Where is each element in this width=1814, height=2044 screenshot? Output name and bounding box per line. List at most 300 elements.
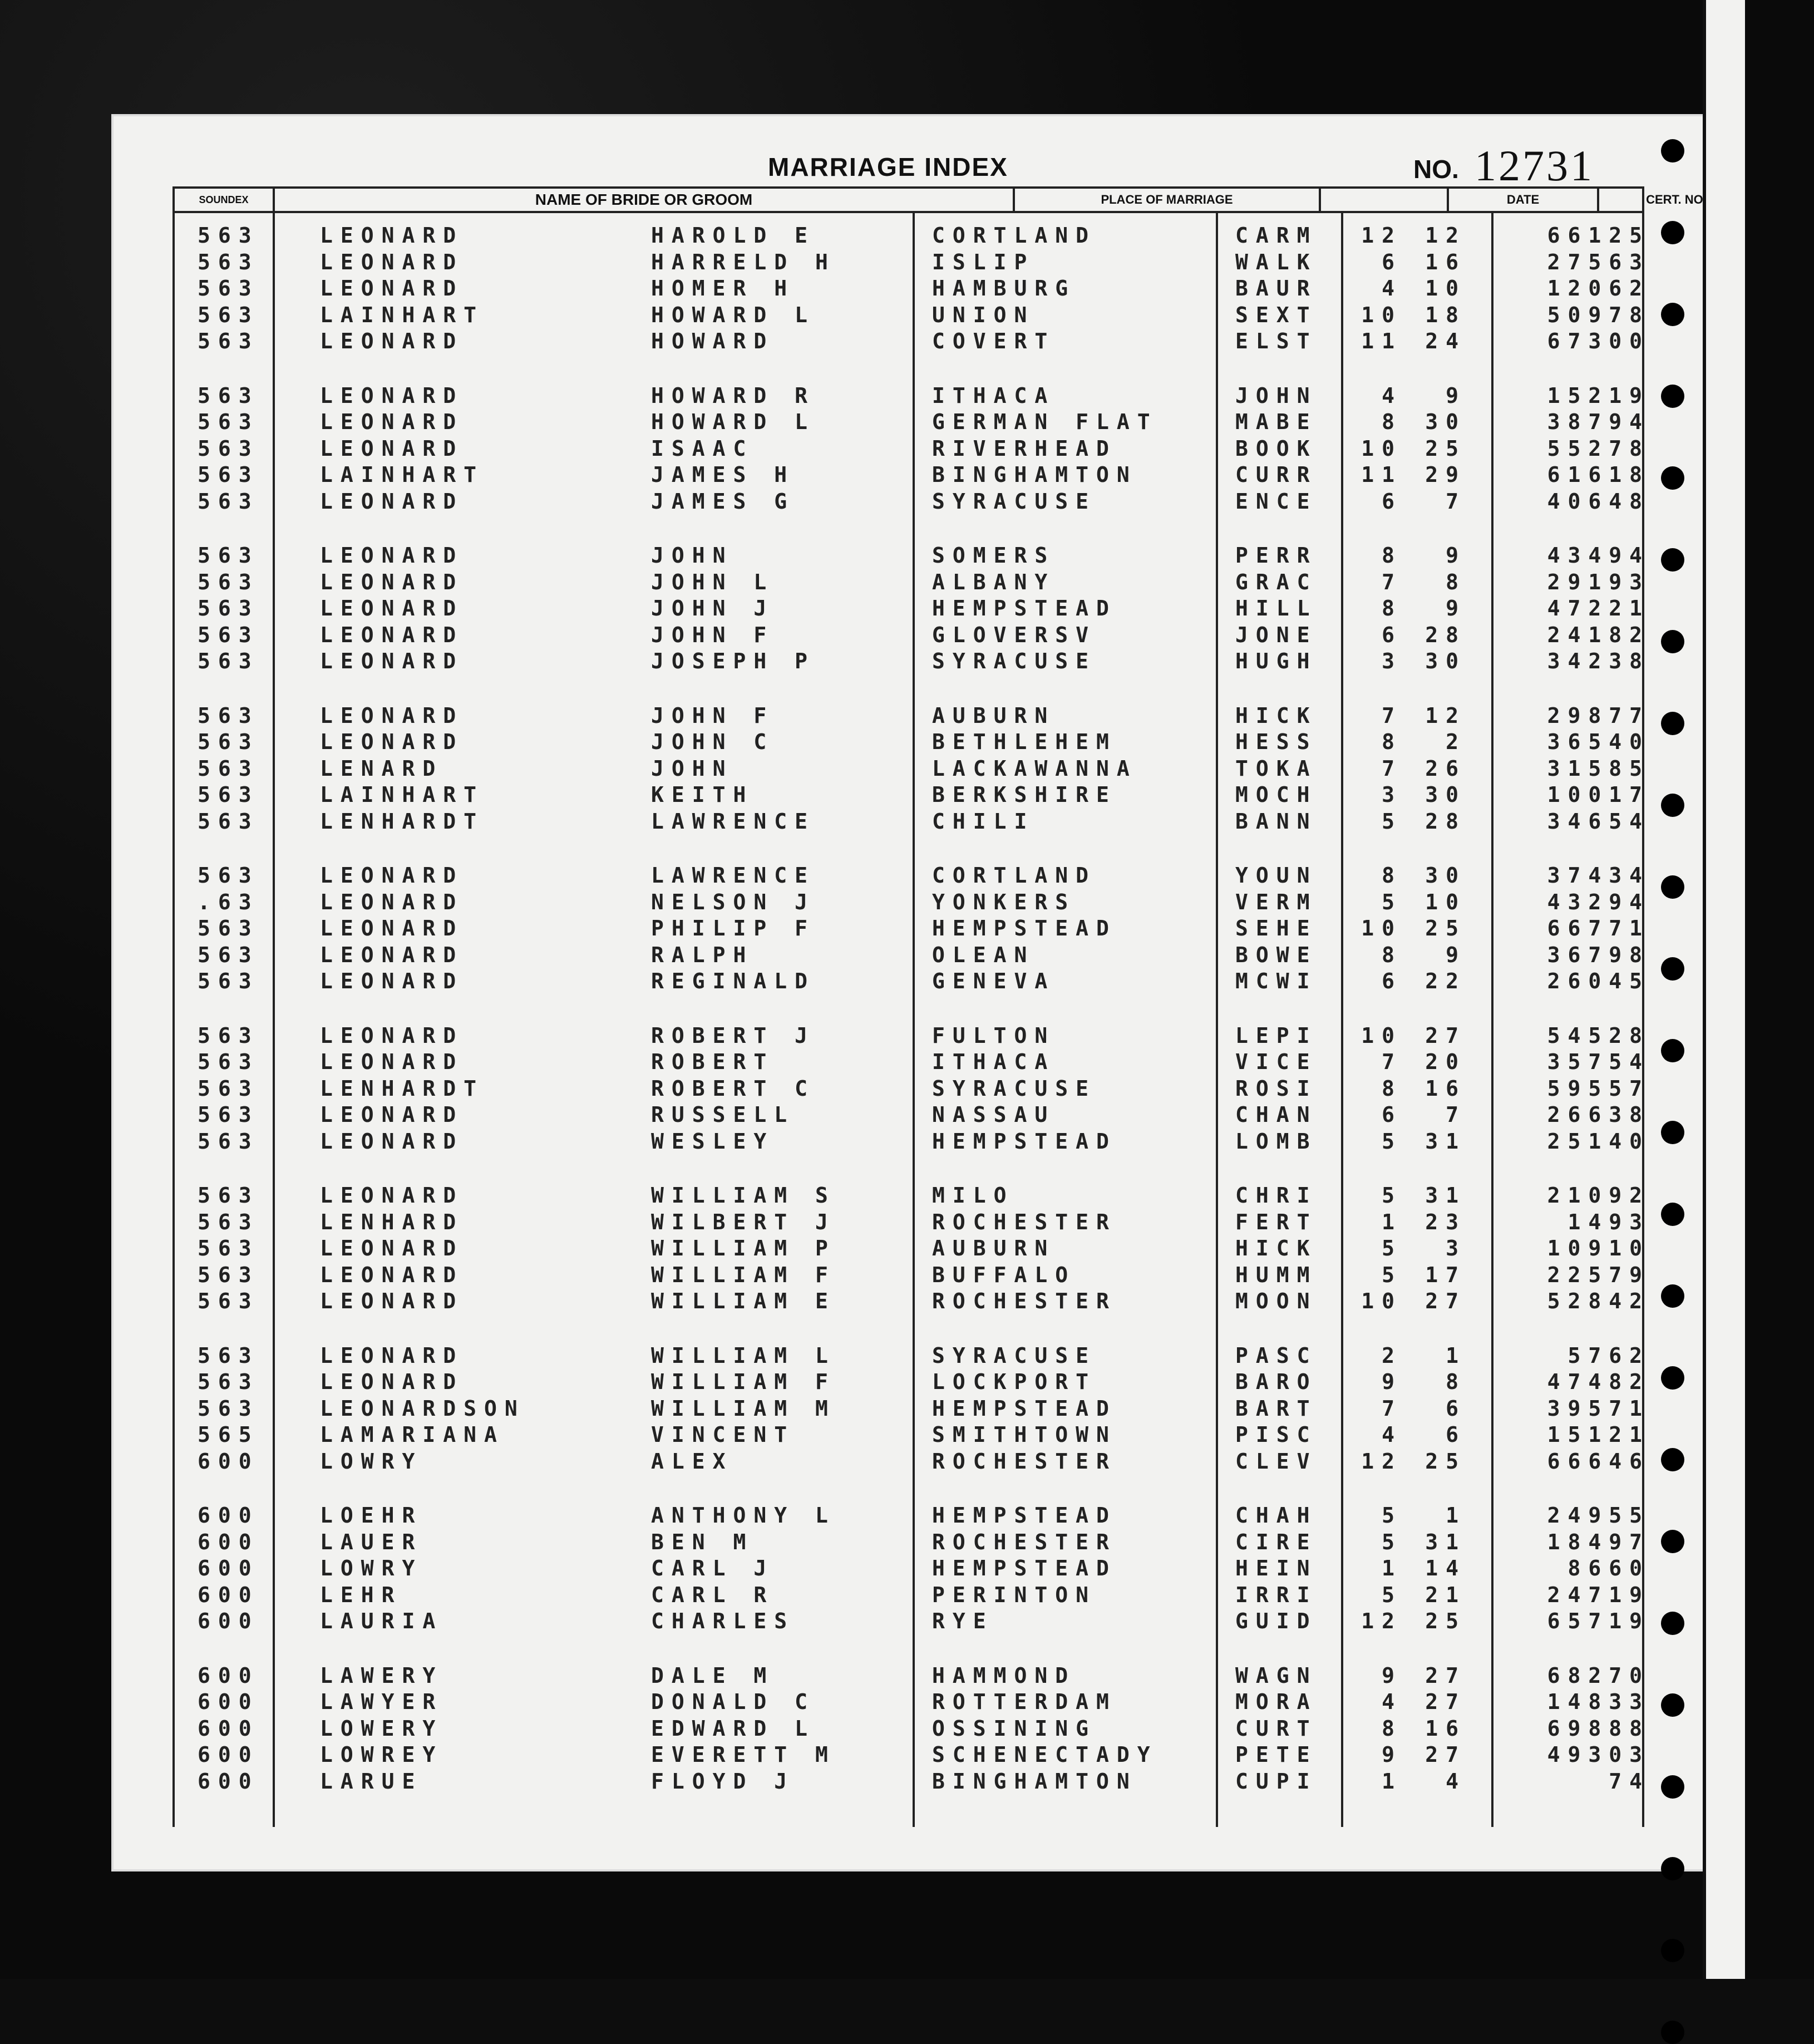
certificate-number: 10017 [1547,782,1650,807]
given-name: ROBERT [651,1050,775,1074]
table-row [172,1503,1650,1529]
date-month: 5 [1382,809,1402,834]
officiant-code: ELST [1235,329,1318,353]
table-row [172,1049,1650,1076]
certificate-number: 12062 [1547,276,1650,301]
date-month: 4 [1382,276,1402,301]
given-name: CARL R [651,1582,775,1607]
soundex-code: 600 [198,1582,259,1607]
entry-group [172,1183,1650,1315]
place-of-marriage: AUBURN [932,703,1056,728]
table-row [172,223,1650,249]
sprocket-hole [1661,1284,1684,1308]
soundex-code: 600 [198,1503,259,1528]
certificate-number: 34238 [1547,649,1650,673]
certificate-number: 43494 [1547,543,1650,568]
place-of-marriage: ITHACA [932,1050,1056,1074]
soundex-code: 563 [198,730,259,754]
date-month: 5 [1382,1582,1402,1607]
date-month: 7 [1382,703,1402,728]
soundex-code: 563 [198,543,259,568]
place-of-marriage: AUBURN [932,1236,1056,1260]
certificate-number: 39571 [1547,1396,1650,1421]
officiant-code: YOUN [1235,863,1318,888]
given-name: HOWARD L [651,410,816,434]
table-row [172,1235,1650,1262]
soundex-code: 563 [198,863,259,888]
given-name: WILBERT J [651,1209,836,1234]
given-name: JOHN [651,543,733,568]
soundex-code: 600 [198,1449,259,1474]
surname: LEONARD [320,543,464,568]
date-month: 7 [1382,1050,1402,1074]
given-name: CHARLES [651,1609,795,1633]
place-of-marriage: BINGHAMTON [932,462,1137,487]
place-of-marriage: OLEAN [932,942,1035,967]
given-name: WILLIAM F [651,1262,836,1287]
officiant-code: MOCH [1235,782,1318,807]
given-name: WILLIAM E [651,1289,836,1313]
table-row [172,756,1650,782]
certificate-number: 27563 [1547,249,1650,274]
certificate-number: 66771 [1547,916,1650,940]
sprocket-hole [1661,385,1684,408]
given-name: PHILIP F [651,916,816,940]
sprocket-hole [1661,1121,1684,1144]
place-of-marriage: SYRACUSE [932,1343,1097,1368]
surname: LEONARD [320,223,464,248]
surname: LEONARD [320,1262,464,1287]
table-row [172,302,1650,329]
soundex-code: 563 [198,569,259,594]
table-row [172,1689,1650,1716]
place-of-marriage: SYRACUSE [932,649,1097,673]
date-day: 31 [1425,1529,1466,1554]
officiant-code: HICK [1235,703,1318,728]
date-month: 7 [1382,756,1402,781]
given-name: WILLIAM F [651,1370,836,1394]
given-name: JAMES H [651,462,795,487]
officiant-code: TOKA [1235,756,1318,781]
given-name: JOHN L [651,569,775,594]
sprocket-hole [1661,630,1684,653]
officiant-code: MORA [1235,1690,1318,1714]
certificate-number: 67300 [1547,329,1650,353]
officiant-code: CLEV [1235,1449,1318,1474]
date-day: 21 [1425,1582,1466,1607]
date-month: 5 [1382,1183,1402,1208]
soundex-code: .63 [198,889,259,914]
sprocket-hole [1661,303,1684,326]
officiant-code: CURR [1235,462,1318,487]
soundex-code: 600 [198,1529,259,1554]
officiant-code: ROSI [1235,1076,1318,1101]
table-row [172,729,1650,756]
soundex-code: 563 [198,1183,259,1208]
place-of-marriage: CORTLAND [932,863,1097,888]
date-month: 12 [1361,223,1402,248]
officiant-code: VERM [1235,889,1318,914]
officiant-code: MCWI [1235,969,1318,993]
officiant-code: BAUR [1235,276,1318,301]
surname: LAINHART [320,302,485,327]
sprocket-hole [1661,957,1684,981]
certificate-number: 22579 [1547,1262,1650,1287]
surname: LEONARD [320,1023,464,1048]
place-of-marriage: COVERT [932,329,1056,353]
certificate-number: 40648 [1547,489,1650,514]
date-month: 10 [1361,916,1402,940]
date-day: 1 [1446,1503,1466,1528]
given-name: HOWARD R [651,383,816,408]
surname: LAINHART [320,462,485,487]
surname: LEONARD [320,863,464,888]
officiant-code: HESS [1235,730,1318,754]
date-month: 12 [1361,1609,1402,1633]
date-month: 5 [1382,1236,1402,1260]
table-row [172,1396,1650,1422]
surname: LENHARDT [320,1076,485,1101]
entry-group [172,863,1650,995]
certificate-number: 24955 [1547,1503,1650,1528]
table-row [172,1023,1650,1050]
table-row [172,462,1650,489]
officiant-code: CHAN [1235,1102,1318,1127]
given-name: NELSON J [651,889,816,914]
date-day: 29 [1425,462,1466,487]
place-of-marriage: CHILI [932,809,1035,834]
surname: LEONARD [320,383,464,408]
surname: LAURIA [320,1609,443,1633]
certificate-number: 47482 [1547,1370,1650,1394]
entry-group [172,1503,1650,1635]
soundex-code: 563 [198,1262,259,1287]
place-of-marriage: SCHENECTADY [932,1742,1158,1767]
date-day: 25 [1425,1609,1466,1633]
given-name: RALPH [651,942,754,967]
certificate-number: 26045 [1547,969,1650,993]
date-month: 12 [1361,1449,1402,1474]
surname: LENHARD [320,1209,464,1234]
date-month: 4 [1382,1422,1402,1447]
soundex-code: 563 [198,1023,259,1048]
place-of-marriage: ISLIP [932,249,1035,274]
number-label: NO. [1413,155,1459,184]
given-name: WILLIAM M [651,1396,836,1421]
officiant-code: MABE [1235,410,1318,434]
soundex-code: 563 [198,383,259,408]
surname: LEONARD [320,1050,464,1074]
surname: LOWRY [320,1556,423,1580]
officiant-code: SEXT [1235,302,1318,327]
given-name: WILLIAM L [651,1343,836,1368]
place-of-marriage: BERKSHIRE [932,782,1117,807]
certificate-number: 26638 [1547,1102,1650,1127]
entry-group [172,543,1650,675]
given-name: DONALD C [651,1690,816,1714]
table-row [172,595,1650,622]
date-month: 5 [1382,889,1402,914]
certificate-number: 66125 [1547,223,1650,248]
date-month: 8 [1382,543,1402,568]
date-month: 11 [1361,329,1402,353]
table-row [172,1262,1650,1289]
officiant-code: CIRE [1235,1529,1318,1554]
officiant-code: IRRI [1235,1582,1318,1607]
date-month: 5 [1382,1503,1402,1528]
certificate-number: 35754 [1547,1050,1650,1074]
date-day: 30 [1425,649,1466,673]
officiant-code: JOHN [1235,383,1318,408]
officiant-code: BOWE [1235,942,1318,967]
page-title: MARRIAGE INDEX [768,152,1008,181]
date-day: 9 [1446,942,1466,967]
date-day: 8 [1446,1370,1466,1394]
date-day: 26 [1425,756,1466,781]
given-name: ISAAC [651,436,754,461]
soundex-code: 563 [198,596,259,620]
place-of-marriage: BETHLEHEM [932,730,1117,754]
soundex-code: 563 [198,223,259,248]
sprocket-hole [1661,1693,1684,1717]
soundex-code: 600 [198,1716,259,1741]
date-day: 10 [1425,276,1466,301]
sprocket-hole [1661,1448,1684,1471]
given-name: FLOYD J [651,1769,795,1794]
table-row [172,1769,1650,1795]
officiant-code: FERT [1235,1209,1318,1234]
given-name: JOHN F [651,703,775,728]
soundex-code: 563 [198,1396,259,1421]
surname: LEONARD [320,436,464,461]
place-of-marriage: LACKAWANNA [932,756,1137,781]
surname: LEONARD [320,916,464,940]
table-row [172,489,1650,515]
surname: LOWREY [320,1742,443,1767]
date-month: 6 [1382,1102,1402,1127]
date-month: 5 [1382,1129,1402,1154]
date-day: 16 [1425,249,1466,274]
soundex-code: 563 [198,462,259,487]
soundex-code: 600 [198,1556,259,1580]
surname: LEONARD [320,1370,464,1394]
given-name: JOHN [651,756,733,781]
table-row [172,1183,1650,1209]
certificate-number: 29193 [1547,569,1650,594]
place-of-marriage: ROCHESTER [932,1289,1117,1313]
soundex-code: 563 [198,1129,259,1154]
place-of-marriage: BUFFALO [932,1262,1076,1287]
soundex-code: 563 [198,622,259,647]
date-month: 8 [1382,596,1402,620]
place-of-marriage: BINGHAMTON [932,1769,1137,1794]
table-row [172,569,1650,596]
officiant-code: BOOK [1235,436,1318,461]
certificate-number: 24719 [1547,1582,1650,1607]
officiant-code: HUGH [1235,649,1318,673]
certificate-number: 68270 [1547,1663,1650,1688]
date-month: 9 [1382,1663,1402,1688]
certificate-number: 34654 [1547,809,1650,834]
officiant-code: HILL [1235,596,1318,620]
place-of-marriage: ROCHESTER [932,1529,1117,1554]
place-of-marriage: SOMERS [932,543,1056,568]
officiant-code: WAGN [1235,1663,1318,1688]
place-of-marriage: GLOVERSV [932,622,1097,647]
given-name: KEITH [651,782,754,807]
place-of-marriage: GERMAN FLAT [932,410,1158,434]
surname: LEONARD [320,1343,464,1368]
certificate-number: 8660 [1567,1556,1650,1580]
surname: LEONARD [320,249,464,274]
officiant-code: MOON [1235,1289,1318,1313]
date-month: 6 [1382,969,1402,993]
given-name: ROBERT C [651,1076,816,1101]
date-day: 12 [1425,703,1466,728]
certificate-number: 59557 [1547,1076,1650,1101]
table-row [172,275,1650,302]
place-of-marriage: HAMBURG [932,276,1076,301]
date-day: 23 [1425,1209,1466,1234]
place-of-marriage: SYRACUSE [932,489,1097,514]
table-row [172,1369,1650,1396]
certificate-number: 31585 [1547,756,1650,781]
given-name: JOSEPH P [651,649,816,673]
table-row [172,889,1650,916]
officiant-code: CUPI [1235,1769,1318,1794]
certificate-number: 15219 [1547,383,1650,408]
table-row [172,409,1650,436]
table-row [172,1422,1650,1449]
officiant-code: CHAH [1235,1503,1318,1528]
date-month: 10 [1361,1289,1402,1313]
table-row [172,968,1650,995]
sprocket-hole [1661,2021,1684,2044]
certificate-number: 21092 [1547,1183,1650,1208]
table-row [172,1555,1650,1582]
place-of-marriage: ROCHESTER [932,1209,1117,1234]
header-date: DATE [1449,189,1599,211]
header-soundex: SOUNDEX [175,189,275,211]
officiant-code: ENCE [1235,489,1318,514]
officiant-code: CHRI [1235,1183,1318,1208]
given-name: RUSSELL [651,1102,795,1127]
sprocket-hole [1661,1203,1684,1226]
date-month: 8 [1382,942,1402,967]
date-month: 8 [1382,1076,1402,1101]
header-place: PLACE OF MARRIAGE [1015,189,1321,211]
date-month: 9 [1382,1742,1402,1767]
given-name: LAWRENCE [651,863,816,888]
certificate-number: 69888 [1547,1716,1650,1741]
certificate-number: 36798 [1547,942,1650,967]
officiant-code: HEIN [1235,1556,1318,1580]
date-month: 5 [1382,1529,1402,1554]
header-officiant [1321,189,1449,211]
officiant-code: GRAC [1235,569,1318,594]
date-month: 8 [1382,863,1402,888]
surname: LEHR [320,1582,402,1607]
given-name: DALE M [651,1663,775,1688]
certificate-number: 37434 [1547,863,1650,888]
date-month: 4 [1382,383,1402,408]
given-name: HOMER H [651,276,795,301]
surname: LEONARD [320,329,464,353]
table-row [172,1209,1650,1236]
date-month: 10 [1361,1023,1402,1048]
officiant-code: BART [1235,1396,1318,1421]
surname: LOWRY [320,1449,423,1474]
surname: LEONARDSON [320,1396,525,1421]
date-day: 12 [1425,223,1466,248]
soundex-code: 563 [198,1209,259,1234]
title-row [111,141,1703,190]
table-row [172,1663,1650,1690]
place-of-marriage: MILO [932,1183,1014,1208]
surname: LAWERY [320,1663,443,1688]
date-day: 17 [1425,1262,1466,1287]
given-name: HAROLD E [651,223,816,248]
soundex-code: 563 [198,410,259,434]
date-month: 5 [1382,1262,1402,1287]
date-day: 24 [1425,329,1466,353]
soundex-code: 563 [198,649,259,673]
certificate-number: 61618 [1547,462,1650,487]
place-of-marriage: RIVERHEAD [932,436,1117,461]
certificate-number: 38794 [1547,410,1650,434]
sprocket-hole [1661,221,1684,244]
date-day: 9 [1446,543,1466,568]
entry-group [172,383,1650,515]
place-of-marriage: ITHACA [932,383,1056,408]
given-name: ANTHONY L [651,1503,836,1528]
soundex-code: 563 [198,489,259,514]
place-of-marriage: HEMPSTEAD [932,596,1117,620]
date-month: 6 [1382,489,1402,514]
soundex-code: 563 [198,302,259,327]
officiant-code: BANN [1235,809,1318,834]
entry-group [172,703,1650,835]
date-day: 1 [1446,1343,1466,1368]
officiant-code: JONE [1235,622,1318,647]
date-month: 8 [1382,410,1402,434]
date-month: 10 [1361,436,1402,461]
date-day: 28 [1425,622,1466,647]
soundex-code: 563 [198,1289,259,1313]
given-name: ALEX [651,1449,733,1474]
soundex-code: 563 [198,782,259,807]
place-of-marriage: ALBANY [932,569,1056,594]
soundex-code: 563 [198,436,259,461]
surname: LEONARD [320,622,464,647]
surname: LAINHART [320,782,485,807]
officiant-code: PISC [1235,1422,1318,1447]
surname: LARUE [320,1769,423,1794]
soundex-code: 563 [198,1050,259,1074]
certificate-number: 29877 [1547,703,1650,728]
date-month: 11 [1361,462,1402,487]
entry-group [172,223,1650,355]
entry-group [172,1023,1650,1155]
perforated-edge [1703,0,1745,1979]
date-day: 9 [1446,383,1466,408]
given-name: ROBERT J [651,1023,816,1048]
date-day: 31 [1425,1183,1466,1208]
certificate-number: 43294 [1547,889,1650,914]
table-row [172,703,1650,730]
officiant-code: BARO [1235,1370,1318,1394]
surname: LENHARDT [320,809,485,834]
